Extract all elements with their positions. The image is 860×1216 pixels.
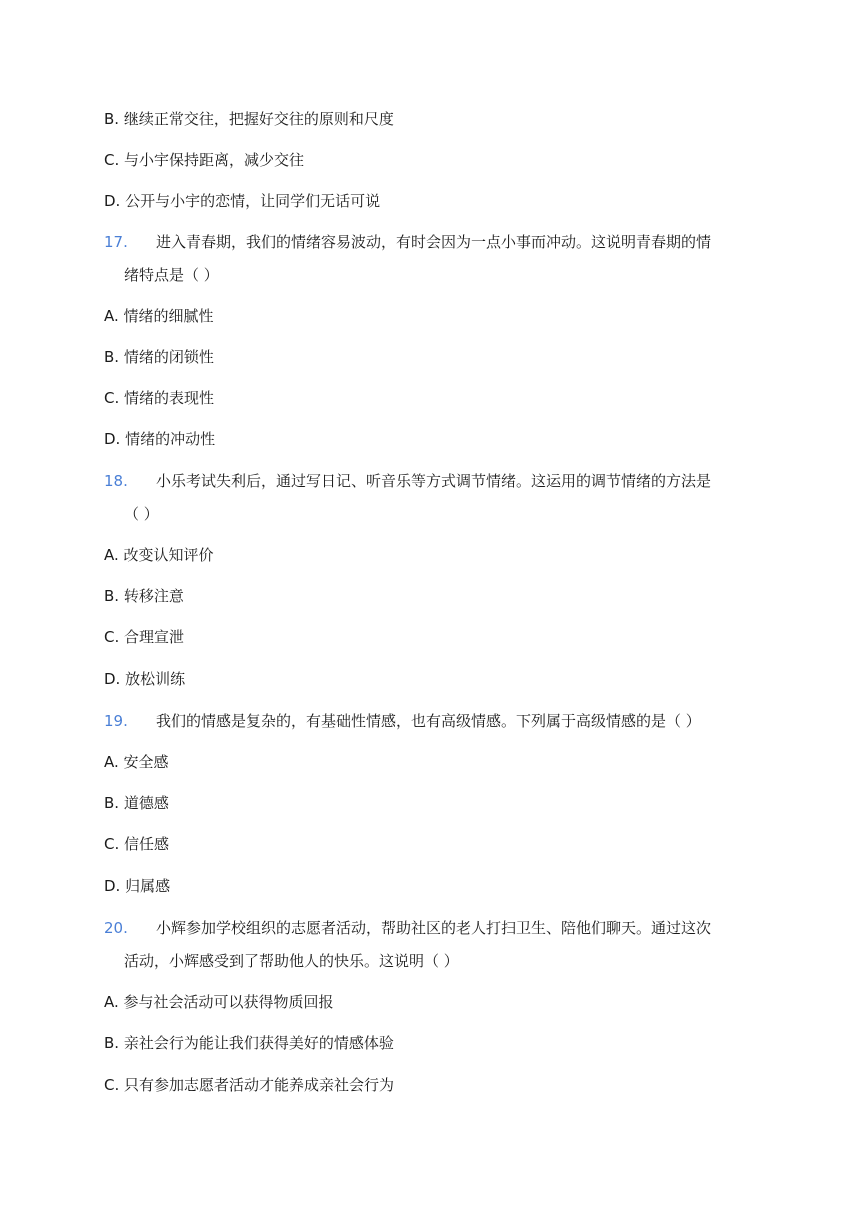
option-b-prev: B. 继续正常交往，把握好交往的原则和尺度 bbox=[104, 110, 394, 128]
question-20-text: 小辉参加学校组织的志愿者活动，帮助社区的老人打扫卫生、陪他们聊天。通过这次 bbox=[156, 919, 712, 937]
question-17-option-a: A. 情绪的细腻性 bbox=[104, 307, 214, 325]
question-19-option-a: A. 安全感 bbox=[104, 753, 169, 771]
question-20-text-cont: 活动，小辉感受到了帮助他人的快乐。这说明（ ） bbox=[124, 952, 459, 970]
question-19-option-d: D. 归属感 bbox=[104, 877, 171, 895]
question-17-text-cont: 绪特点是（ ） bbox=[124, 266, 219, 284]
question-18-option-b: B. 转移注意 bbox=[104, 587, 184, 605]
question-20-option-b: B. 亲社会行为能让我们获得美好的情感体验 bbox=[104, 1034, 394, 1052]
question-17-text: 进入青春期，我们的情绪容易波动，有时会因为一点小事而冲动。这说明青春期的情 bbox=[156, 233, 712, 251]
option-d-prev: D. 公开与小宇的恋情，让同学们无话可说 bbox=[104, 192, 381, 210]
question-19-option-b: B. 道德感 bbox=[104, 794, 169, 812]
question-19-text: 我们的情感是复杂的，有基础性情感，也有高级情感。下列属于高级情感的是（ ） bbox=[156, 712, 701, 730]
question-19-option-c: C. 信任感 bbox=[104, 835, 170, 853]
option-c-prev: C. 与小宇保持距离，减少交往 bbox=[104, 151, 305, 169]
question-20-option-c: C. 只有参加志愿者活动才能养成亲社会行为 bbox=[104, 1076, 395, 1094]
question-17-number: 17. bbox=[104, 233, 128, 251]
question-20-option-a: A. 参与社会活动可以获得物质回报 bbox=[104, 993, 334, 1011]
question-18-option-a: A. 改变认知评价 bbox=[104, 546, 214, 564]
question-18-option-c: C. 合理宣泄 bbox=[104, 628, 185, 646]
question-17-option-d: D. 情绪的冲动性 bbox=[104, 430, 216, 448]
question-18-option-d: D. 放松训练 bbox=[104, 670, 186, 688]
question-19-number: 19. bbox=[104, 712, 128, 730]
question-18-text-cont: （ ） bbox=[124, 505, 159, 523]
question-17-option-c: C. 情绪的表现性 bbox=[104, 389, 215, 407]
question-18-number: 18. bbox=[104, 472, 128, 490]
question-20-number: 20. bbox=[104, 919, 128, 937]
question-18-text: 小乐考试失利后，通过写日记、听音乐等方式调节情绪。这运用的调节情绪的方法是 bbox=[156, 472, 712, 490]
question-17-option-b: B. 情绪的闭锁性 bbox=[104, 348, 214, 366]
